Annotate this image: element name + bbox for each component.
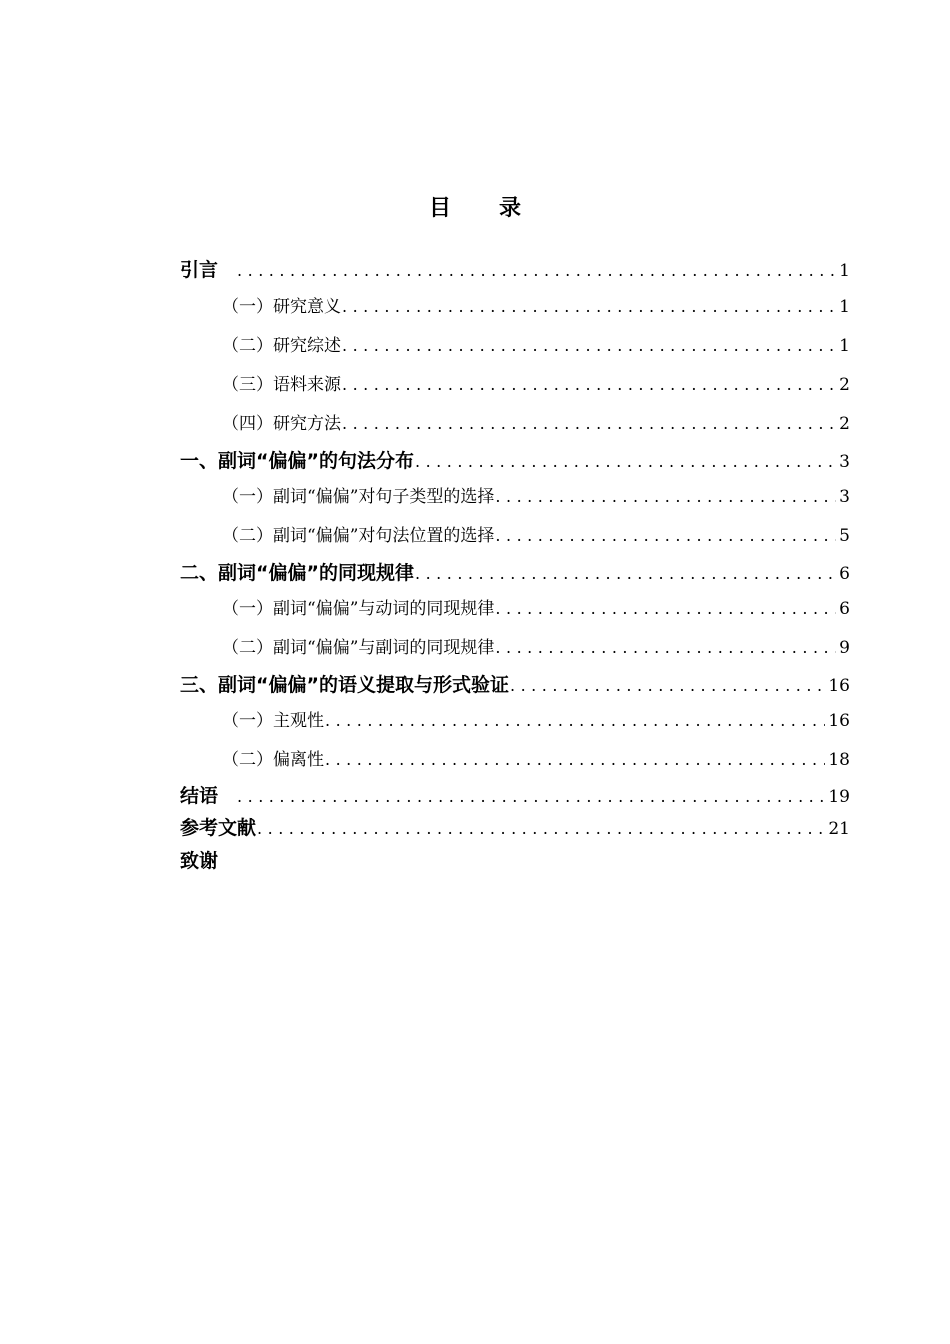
- toc-entry-chapter-2-section-2[interactable]: [222, 633, 850, 658]
- toc-entry-chapter-2-section-1[interactable]: [222, 594, 850, 619]
- title-char-1: 目: [428, 195, 451, 221]
- toc-entry-label: 二、副词“偏偏”的同现规律: [180, 562, 414, 584]
- toc-entry-label: （二）副词“偏偏”对句法位置的选择: [222, 526, 495, 546]
- toc-entry-corpus-source[interactable]: [222, 370, 850, 395]
- toc-entry-research-method[interactable]: [222, 409, 850, 434]
- toc-entry-references[interactable]: [180, 813, 850, 840]
- toc-page-number: 19: [828, 787, 850, 807]
- toc-page-number: 9: [839, 638, 850, 658]
- toc-entry-label: （二）副词“偏偏”与副词的同现规律: [222, 638, 495, 658]
- toc-entry-label: （一）副词“偏偏”对句子类型的选择: [222, 487, 495, 507]
- toc-entry-label: 引言: [180, 259, 219, 281]
- title-char-2: 录: [499, 195, 522, 221]
- toc-dot-leader: [257, 819, 825, 838]
- toc-page-number: 16: [828, 711, 850, 731]
- toc-page-number: 2: [839, 414, 850, 434]
- toc-dot-leader: [342, 414, 836, 433]
- toc-page-number: 1: [839, 261, 850, 281]
- toc-page-number: 16: [828, 676, 850, 696]
- toc-entry-label: （三）语料来源: [222, 375, 341, 395]
- toc-page-number: 2: [839, 375, 850, 395]
- toc-dot-leader: [495, 526, 836, 545]
- toc-entry-label: 结语: [180, 785, 219, 807]
- toc-dot-leader: [495, 487, 836, 506]
- toc-entry-chapter-1-section-1[interactable]: [222, 482, 850, 507]
- toc-entry-label: 三、副词“偏偏”的语义提取与形式验证: [180, 674, 509, 696]
- toc-dot-leader: [325, 711, 825, 730]
- toc-entry-acknowledgements[interactable]: [180, 846, 850, 873]
- toc-entry-label: 一、副词“偏偏”的句法分布: [180, 450, 414, 472]
- toc-dot-leader: [237, 787, 825, 806]
- toc-entry-literature-review[interactable]: [222, 331, 850, 356]
- toc-entry-label: （四）研究方法: [222, 414, 341, 434]
- toc-entry-label: 参考文献: [180, 817, 257, 839]
- toc-page-number: 5: [839, 526, 850, 546]
- toc-dot-leader: [495, 599, 836, 618]
- toc-dot-leader: [510, 676, 825, 695]
- toc-page-number: 18: [828, 750, 850, 770]
- toc-entry-chapter-3-section-1[interactable]: [222, 706, 850, 731]
- toc-page-number: 6: [839, 599, 850, 619]
- toc-page-number: 1: [839, 297, 850, 317]
- toc-entry-label: （一）研究意义: [222, 297, 341, 317]
- toc-dot-leader: [495, 638, 836, 657]
- toc-entry-research-significance[interactable]: [222, 292, 850, 317]
- toc-page-number: 3: [839, 487, 850, 507]
- toc-page-number: 6: [839, 564, 850, 584]
- toc-entry-introduction[interactable]: [180, 255, 850, 282]
- toc-dot-leader: [415, 452, 836, 471]
- toc-entry-label: （二）研究综述: [222, 336, 341, 356]
- toc-dot-leader: [237, 261, 836, 280]
- toc-page-number: 3: [839, 452, 850, 472]
- toc-entry-chapter-3[interactable]: [180, 670, 850, 697]
- toc-entry-label: （二）偏离性: [222, 750, 324, 770]
- page-title: [0, 191, 950, 222]
- toc-page-number: 1: [839, 336, 850, 356]
- toc-page-number: 21: [828, 819, 850, 839]
- toc-dot-leader: [342, 336, 836, 355]
- toc-entry-chapter-2[interactable]: [180, 558, 850, 585]
- toc-dot-leader: [342, 297, 836, 316]
- toc-dot-leader: [342, 375, 836, 394]
- toc-dot-leader: [415, 564, 836, 583]
- toc-entry-label: （一）主观性: [222, 711, 324, 731]
- toc-entry-label: （一）副词“偏偏”与动词的同现规律: [222, 599, 495, 619]
- toc-entry-chapter-1[interactable]: [180, 446, 850, 473]
- toc-entry-label: 致谢: [180, 850, 219, 872]
- toc-entry-chapter-1-section-2[interactable]: [222, 521, 850, 546]
- toc-entry-chapter-3-section-2[interactable]: [222, 745, 850, 770]
- toc-dot-leader: [325, 750, 825, 769]
- toc-entry-conclusion[interactable]: [180, 781, 850, 808]
